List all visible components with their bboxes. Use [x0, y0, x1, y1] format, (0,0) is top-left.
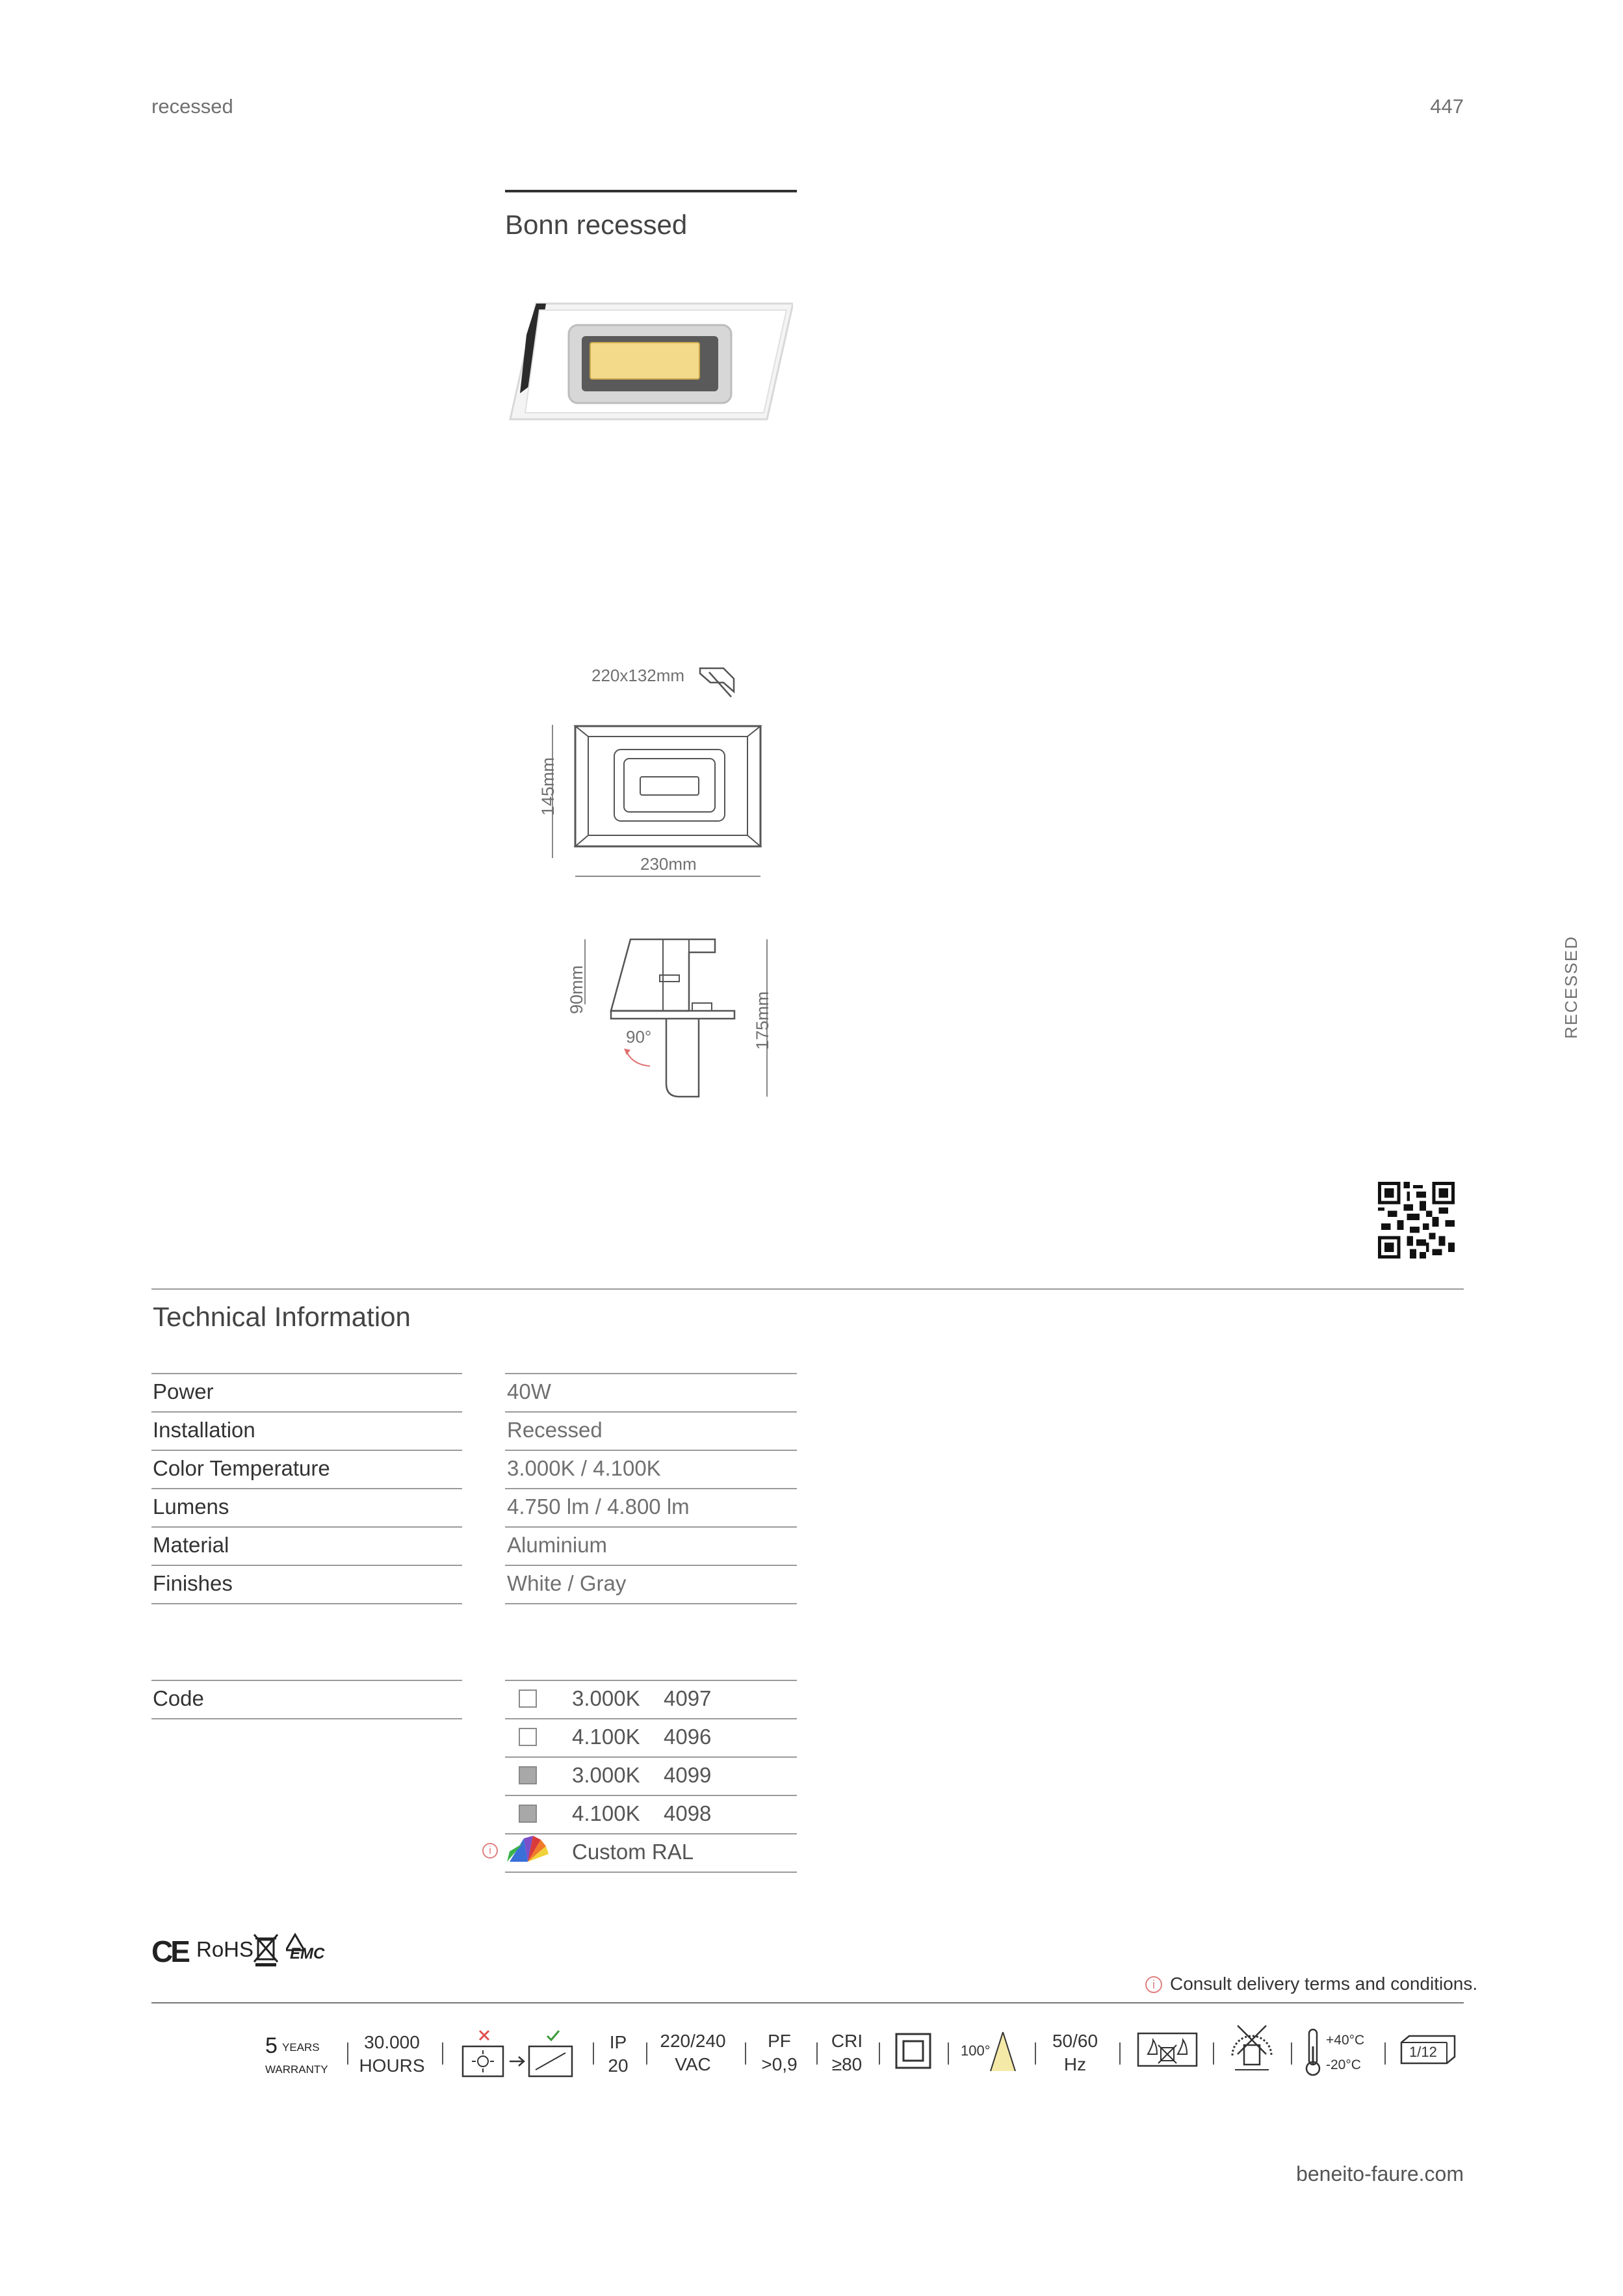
website-link[interactable]: beneito-faure.com [1296, 2162, 1464, 2185]
color-fan-icon [504, 1832, 551, 1864]
finish-swatch-white[interactable] [519, 1728, 537, 1746]
cutout-dimension: 220x132mm [591, 666, 685, 685]
row-value-lumens: 4.750 lm / 4.800 lm [507, 1494, 690, 1519]
code-temp: 3.000K [572, 1763, 640, 1787]
code-number: 4098 [664, 1801, 712, 1825]
row-label-material: Material [153, 1533, 229, 1557]
qr-code [1377, 1182, 1455, 1259]
total-height-dimension: 175mm [753, 991, 772, 1050]
info-icon: i [1145, 1976, 1162, 1993]
code-number: 4097 [664, 1686, 712, 1710]
icons-divider [151, 2002, 1464, 2003]
beam-angle-icon [987, 2028, 1019, 2074]
row-label-lumens: Lumens [153, 1494, 229, 1519]
row-label-finishes: Finishes [153, 1571, 233, 1595]
row-value-installation: Recessed [507, 1418, 603, 1442]
frequency: 50/60 Hz [1052, 2031, 1098, 2074]
class-ii-icon [894, 2032, 932, 2070]
code-temp: 4.100K [572, 1801, 640, 1825]
side-tab: RECESSED [1561, 935, 1581, 1039]
code-number: 4096 [664, 1725, 712, 1749]
row-label-color-temperature: Color Temperature [153, 1456, 330, 1480]
page-number: 447 [1430, 95, 1464, 118]
code-label: Code [153, 1686, 204, 1710]
rohs-mark: RoHS [196, 1937, 254, 1961]
depth-dimension: 90mm [567, 965, 586, 1014]
row-value-finishes: White / Gray [507, 1571, 627, 1595]
replaceable-led-icon [460, 2028, 577, 2080]
emc-mark: EMC [286, 1932, 321, 1964]
delivery-note: Consult delivery terms and conditions. [1170, 1974, 1478, 1994]
finish-swatch-gray[interactable] [519, 1766, 537, 1784]
warranty-badge: 5 YEARS WARRANTY [265, 2033, 328, 2076]
temperature-range: +40°C -20°C [1326, 2033, 1365, 2072]
product-image [507, 296, 793, 432]
cri-rating: CRI ≥80 [831, 2031, 863, 2074]
ce-mark: CE [151, 1935, 188, 1968]
weee-bin-icon [252, 1931, 280, 1967]
ratio-box: 1/12 [1400, 2033, 1456, 2066]
side-drawing [572, 926, 780, 1102]
height-dimension: 145mm [538, 757, 558, 816]
info-icon: i [482, 1843, 498, 1859]
voltage-rating: 220/240 VAC [660, 2031, 726, 2074]
row-label-power: Power [153, 1379, 214, 1403]
width-dimension: 230mm [640, 854, 697, 874]
row-value-power: 40W [507, 1379, 551, 1403]
title-rule [505, 190, 797, 192]
row-label-installation: Installation [153, 1418, 255, 1442]
rotation-angle: 90° [626, 1027, 652, 1047]
finish-swatch-gray[interactable] [519, 1805, 537, 1823]
lifetime-hours: 30.000 HOURS [359, 2032, 425, 2076]
finish-swatch-white[interactable] [519, 1689, 537, 1708]
row-value-color-temperature: 3.000K / 4.100K [507, 1456, 661, 1480]
cutout-icon [697, 666, 738, 702]
custom-ral-label: Custom RAL [572, 1840, 694, 1864]
code-temp: 3.000K [572, 1686, 640, 1710]
thermometer-icon [1304, 2027, 1322, 2079]
no-insulation-cover-icon [1136, 2028, 1199, 2074]
code-temp: 4.100K [572, 1725, 640, 1749]
row-value-material: Aluminium [507, 1533, 608, 1557]
not-coverable-icon [1226, 2023, 1278, 2075]
beam-angle: 100° [961, 2042, 991, 2059]
technical-title: Technical Information [153, 1301, 411, 1332]
ip-rating: IP 20 [608, 2032, 629, 2076]
section-label: recessed [151, 95, 233, 118]
code-number: 4099 [664, 1763, 712, 1787]
product-title: Bonn recessed [505, 209, 688, 240]
section-divider [151, 1288, 1464, 1290]
power-factor: PF >0,9 [761, 2031, 798, 2074]
